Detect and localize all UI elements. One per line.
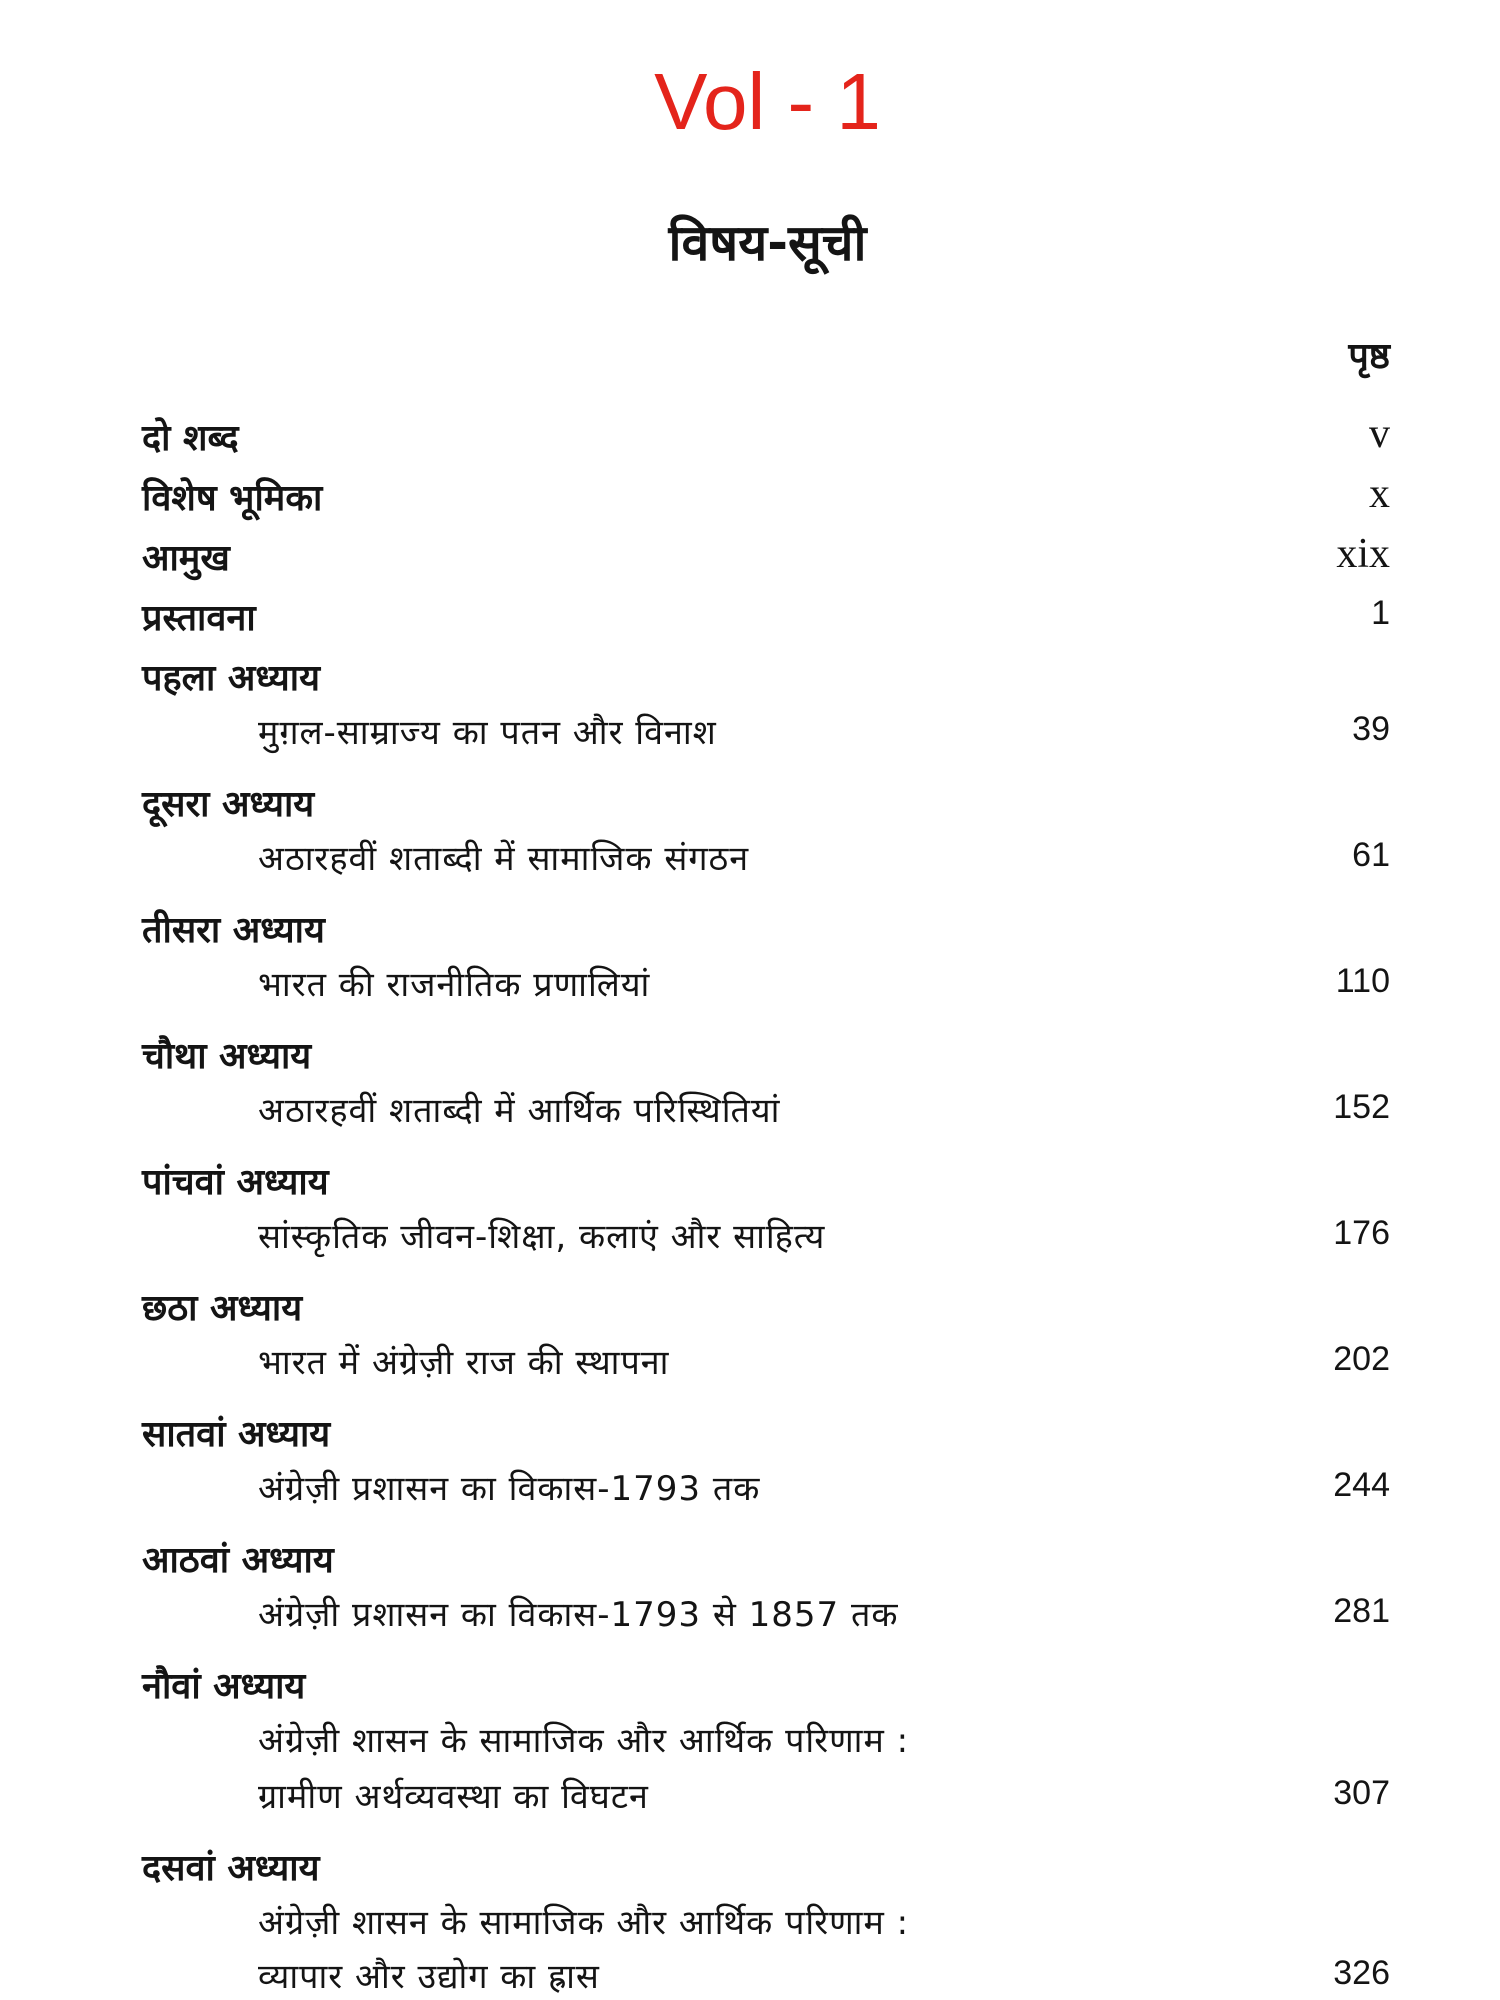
- front-matter-title: प्रस्तावना: [142, 598, 256, 639]
- chapter-heading: दसवां अध्याय: [142, 1848, 320, 1889]
- page-title: विषय-सूची: [668, 214, 867, 272]
- chapter-page: 61: [1352, 836, 1390, 874]
- front-matter-title: विशेष भूमिका: [142, 478, 323, 519]
- chapter-title: अठारहवीं शताब्दी में सामाजिक संगठन: [258, 839, 750, 879]
- chapter-heading: पांचवां अध्याय: [142, 1162, 329, 1203]
- chapter-page: 244: [1333, 1466, 1390, 1504]
- chapter-title: अंग्रेज़ी शासन के सामाजिक और आर्थिक परिणाम :: [258, 1721, 910, 1761]
- chapter-page: 281: [1333, 1592, 1390, 1630]
- chapter-page: 39: [1352, 710, 1390, 748]
- chapter-title: अंग्रेज़ी प्रशासन का विकास-1793 से 1857 तक: [258, 1595, 899, 1635]
- chapter-page: 307: [1333, 1774, 1390, 1812]
- chapter-title: अंग्रेज़ी प्रशासन का विकास-1793 तक: [258, 1469, 761, 1509]
- chapter-heading: तीसरा अध्याय: [142, 910, 325, 951]
- front-matter-page: v: [1369, 411, 1390, 457]
- chapter-page: 202: [1333, 1340, 1390, 1378]
- chapter-title: व्यापार और उद्योग का ह्रास: [258, 1957, 600, 1997]
- chapter-page: 326: [1333, 1954, 1390, 1992]
- chapter-title: मुग़ल-साम्राज्य का पतन और विनाश: [258, 713, 717, 753]
- chapter-heading: छठा अध्याय: [142, 1288, 303, 1329]
- front-matter-page: xix: [1336, 531, 1390, 577]
- chapter-title: सांस्कृतिक जीवन-शिक्षा, कलाएं और साहित्य: [258, 1217, 826, 1257]
- front-matter-page: 1: [1371, 594, 1390, 632]
- front-matter-title: दो शब्द: [142, 418, 239, 459]
- chapter-page: 152: [1333, 1088, 1390, 1126]
- chapter-heading: नौवां अध्याय: [142, 1666, 306, 1707]
- front-matter-page: x: [1369, 471, 1390, 517]
- chapter-heading: दूसरा अध्याय: [142, 784, 315, 825]
- chapter-page: 176: [1333, 1214, 1390, 1252]
- chapter-heading: पहला अध्याय: [142, 658, 320, 699]
- chapter-heading: सातवां अध्याय: [142, 1414, 331, 1455]
- chapter-heading: आठवां अध्याय: [142, 1540, 334, 1581]
- front-matter-title: आमुख: [142, 538, 230, 579]
- chapter-title: अठारहवीं शताब्दी में आर्थिक परिस्थितियां: [258, 1091, 781, 1131]
- chapter-title: भारत में अंग्रेज़ी राज की स्थापना: [258, 1343, 670, 1383]
- chapter-heading: चौथा अध्याय: [142, 1036, 312, 1077]
- volume-label: Vol - 1: [654, 57, 881, 146]
- chapter-title: ग्रामीण अर्थव्यवस्था का विघटन: [258, 1777, 649, 1817]
- chapter-title: भारत की राजनीतिक प्रणालियां: [258, 965, 651, 1005]
- page-column-header: पृष्ठ: [1348, 336, 1390, 377]
- chapter-title: अंग्रेज़ी शासन के सामाजिक और आर्थिक परिणाम :: [258, 1903, 910, 1943]
- chapter-page: 110: [1335, 962, 1390, 1000]
